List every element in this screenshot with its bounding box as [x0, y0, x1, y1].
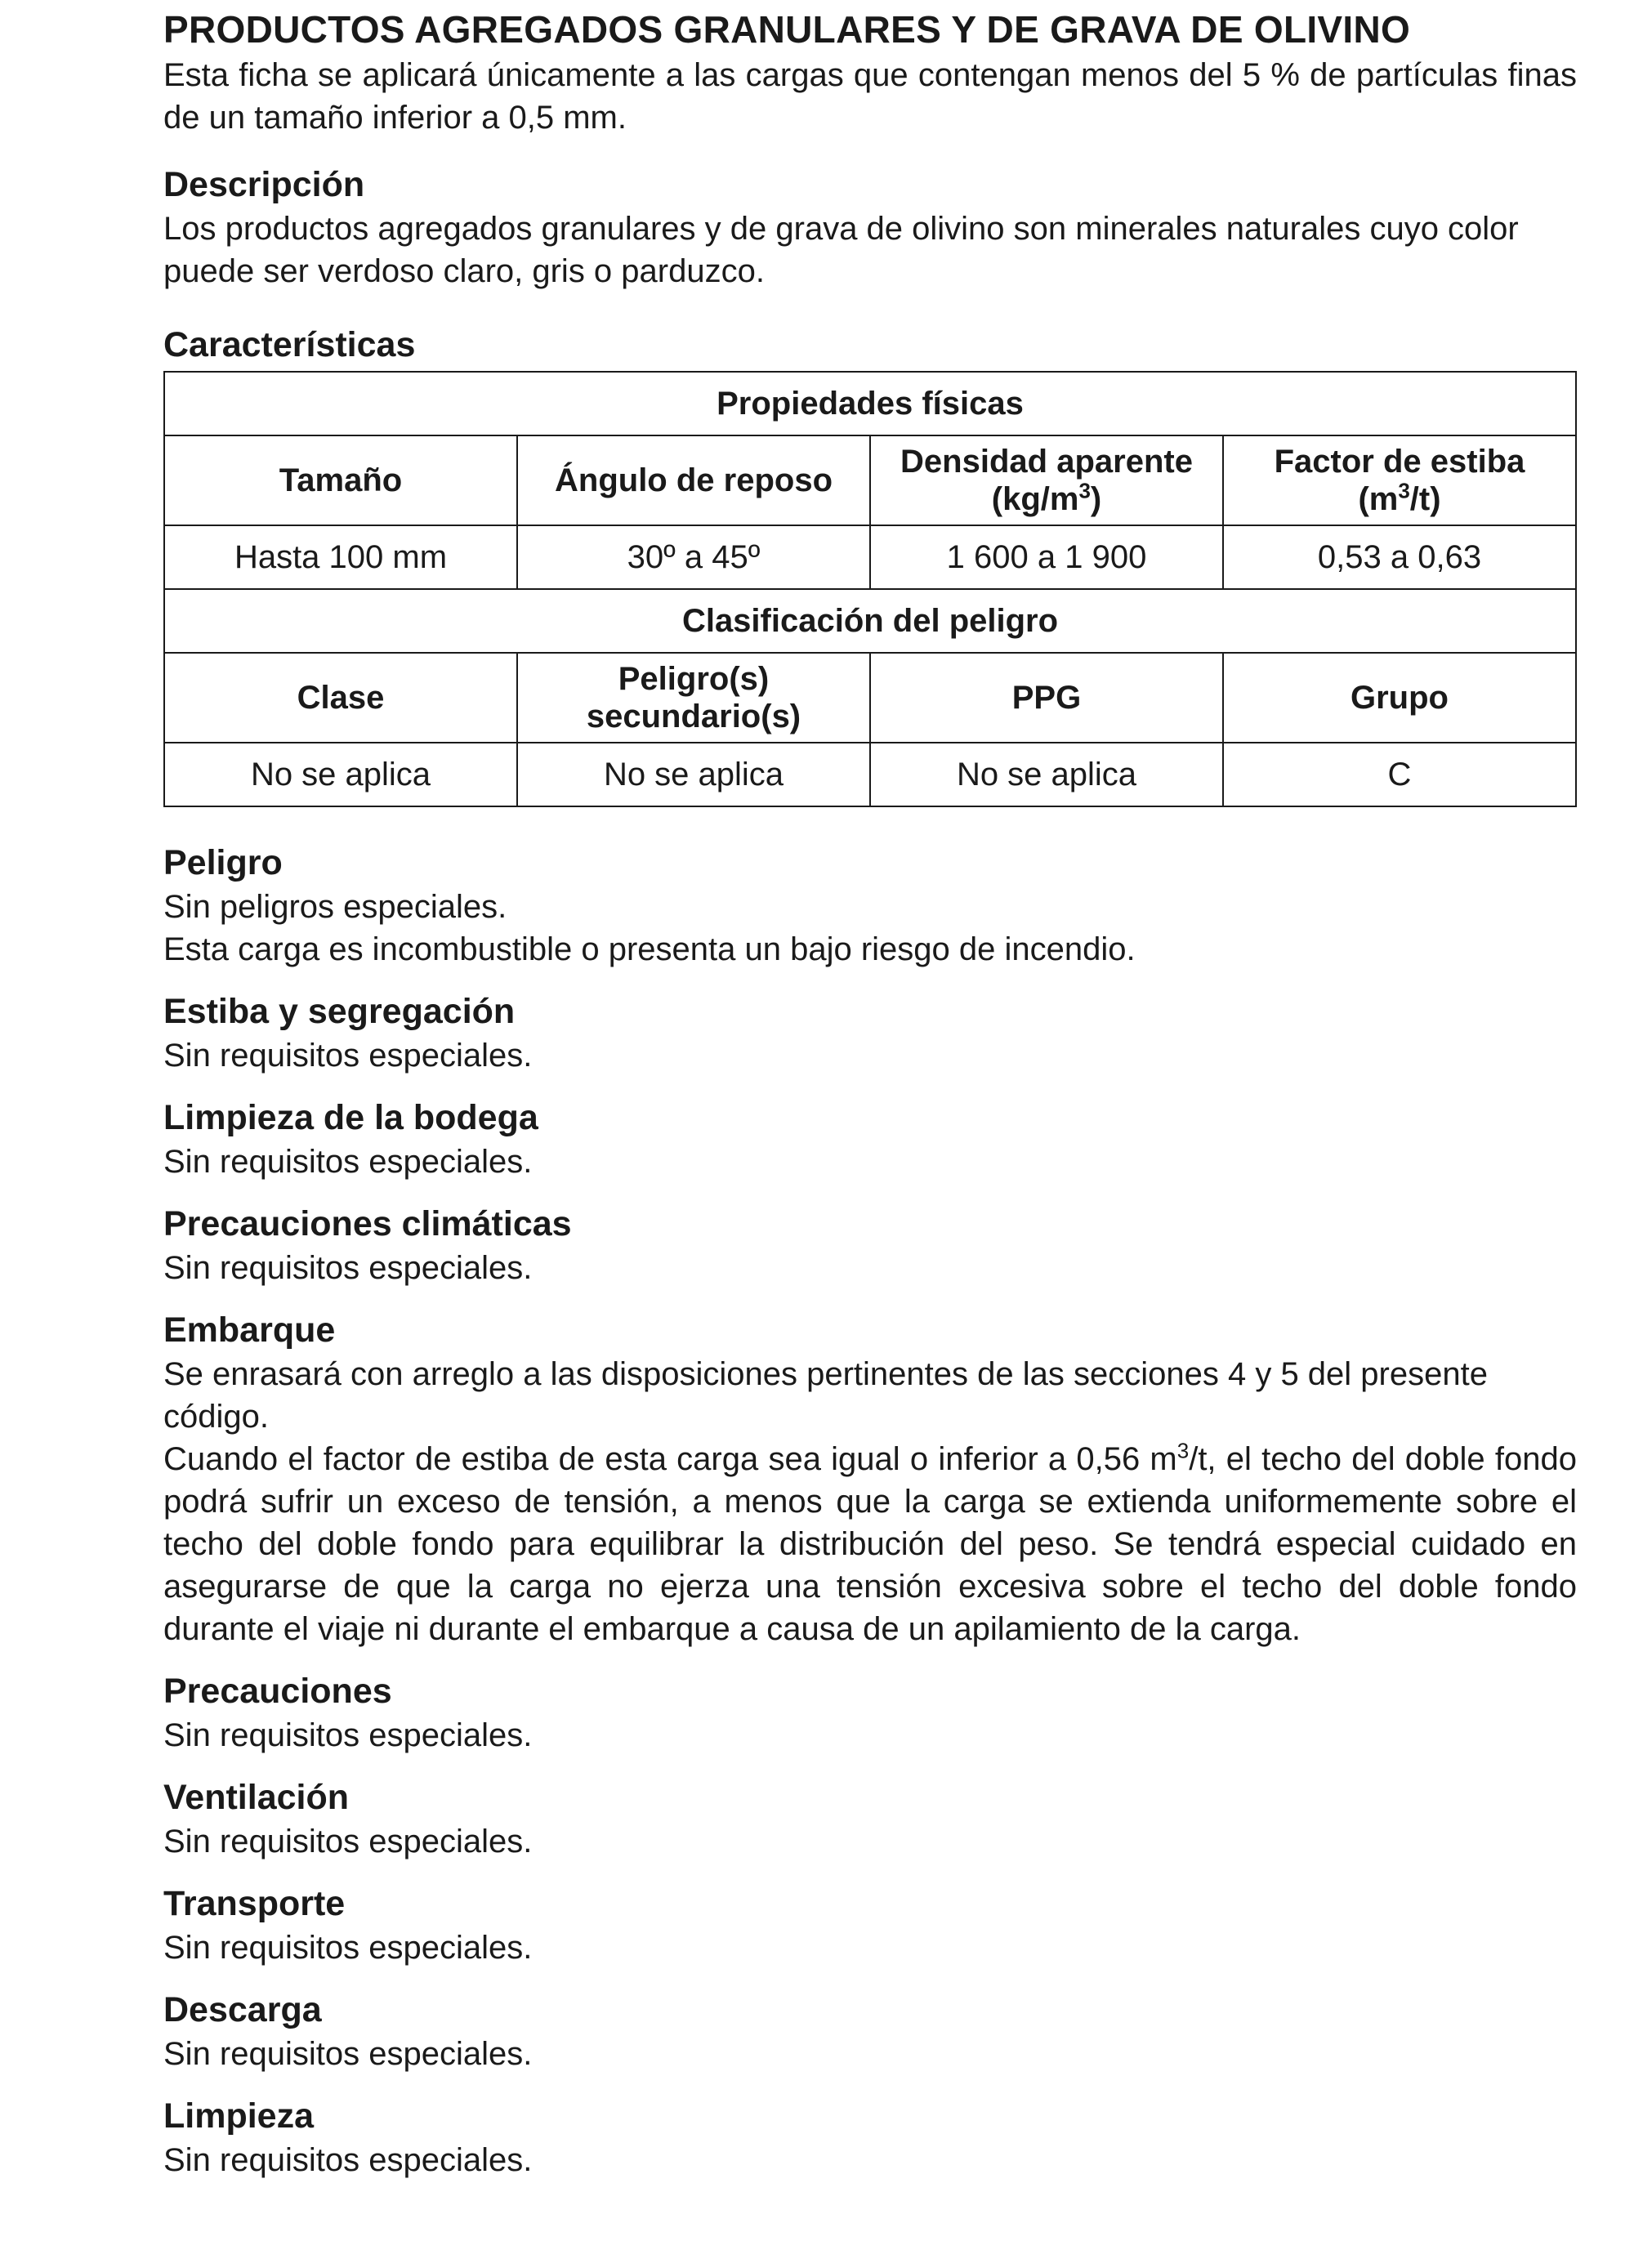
heading-precauciones-climaticas: Precauciones climáticas — [163, 1204, 572, 1243]
hazard-classification-banner: Clasificación del peligro — [164, 589, 1576, 653]
section-peligro — [163, 840, 1577, 971]
section-limpieza-bodega — [163, 1095, 1577, 1183]
heading-limpieza: Limpieza — [163, 2096, 314, 2136]
header-angle: Ángulo de reposo — [517, 435, 870, 525]
intro-text: Esta ficha se aplicará únicamente a las cargas que contengan menos del 5 % de partículas finas de un tamaño inferior a 0,5 mm. — [163, 57, 1577, 136]
section-precauciones — [163, 1668, 1577, 1757]
table-row — [164, 743, 1576, 806]
header-ppg: PPG — [870, 653, 1223, 743]
heading-embarque: Embarque — [163, 1310, 336, 1350]
heading-estiba: Estiba y segregación — [163, 992, 516, 1031]
heading-limpieza-bodega: Limpieza de la bodega — [163, 1098, 538, 1137]
value-group: C — [1223, 743, 1576, 806]
header-secondary-hazard: Peligro(s) secundario(s) — [517, 653, 870, 743]
section-descarga — [163, 1987, 1577, 2075]
text-precauciones: Sin requisitos especiales. — [163, 1717, 533, 1753]
heading-caracteristicas: Características — [163, 325, 416, 364]
text-peligro-2: Esta carga es incombustible o presenta un bajo riesgo de incendio. — [163, 931, 1136, 967]
heading-descarga: Descarga — [163, 1990, 322, 2029]
header-density-label: Densidad aparente — [900, 444, 1193, 480]
text-estiba: Sin requisitos especiales. — [163, 1038, 533, 1074]
document-title: PRODUCTOS AGREGADOS GRANULARES Y DE GRAVA DE OLIVINO — [163, 8, 1411, 51]
header-size: Tamaño — [164, 435, 517, 525]
text-transporte: Sin requisitos especiales. — [163, 1930, 533, 1966]
header-stowage-factor — [1223, 435, 1576, 525]
section-estiba — [163, 989, 1577, 1077]
table-row — [164, 589, 1576, 653]
text-precauciones-climaticas: Sin requisitos especiales. — [163, 1250, 533, 1286]
table-row — [164, 653, 1576, 743]
section-caracteristicas — [163, 322, 1577, 807]
physical-properties-banner: Propiedades físicas — [164, 372, 1576, 435]
table-row — [164, 372, 1576, 435]
value-class: No se aplica — [164, 743, 517, 806]
header-stowage-unit: $(m^3/t)$ — [1358, 478, 1441, 517]
header-group: Grupo — [1223, 653, 1576, 743]
header-density — [870, 435, 1223, 525]
header-stowage-label: Factor de estiba — [1274, 444, 1525, 480]
header-class: Clase — [164, 653, 517, 743]
section-embarque — [163, 1307, 1577, 1650]
text-embarque-1: Se enrasará con arreglo a las disposiciones pertinentes de las secciones 4 y 5 del presente código. — [163, 1356, 1488, 1435]
heading-descripcion: Descripción — [163, 165, 365, 204]
section-limpieza — [163, 2093, 1577, 2181]
value-density: 1 600 a 1 900 — [870, 525, 1223, 589]
value-size: Hasta 100 mm — [164, 525, 517, 589]
header-density-unit: $(kg/m^3)$ — [991, 478, 1102, 517]
text-descarga: Sin requisitos especiales. — [163, 2036, 533, 2072]
document-page — [163, 0, 1577, 2181]
value-ppg: No se aplica — [870, 743, 1223, 806]
table-row — [164, 435, 1576, 525]
text-limpieza-bodega: Sin requisitos especiales. — [163, 1144, 533, 1180]
value-secondary-hazard: No se aplica — [517, 743, 870, 806]
heading-precauciones: Precauciones — [163, 1672, 392, 1711]
table-row — [164, 525, 1576, 589]
text-ventilacion: Sin requisitos especiales. — [163, 1824, 533, 1859]
heading-transporte: Transporte — [163, 1884, 346, 1923]
text-limpieza: Sin requisitos especiales. — [163, 2142, 533, 2178]
section-descripcion — [163, 162, 1577, 292]
section-transporte — [163, 1881, 1577, 1969]
section-ventilacion — [163, 1775, 1577, 1863]
text-embarque-2: Cuando el factor de estiba de esta carga sea igual o inferior a 0,56 $m^3/t$, el techo del doble fondo podrá sufrir un exceso de tensión, a menos que la carga se extienda uniformemente sobre el techo del doble fondo para equilibrar la distribución del peso. Se tendrá especial cuidado en asegurarse de que la carga no ejerza una tensión excesiva sobre el techo del doble fondo durante el viaje ni durante el embarque a causa de un apilamiento de la carga. — [163, 1438, 1577, 1647]
value-angle: 30º a 45º — [517, 525, 870, 589]
section-precauciones-climaticas — [163, 1201, 1577, 1289]
text-peligro-1: Sin peligros especiales. — [163, 889, 507, 925]
text-descripcion: Los productos agregados granulares y de grava de olivino son minerales naturales cuyo color puede ser verdoso claro, gris o parduzco. — [163, 211, 1519, 289]
value-stowage-factor: 0,53 a 0,63 — [1223, 525, 1576, 589]
properties-table — [163, 371, 1577, 807]
heading-ventilacion: Ventilación — [163, 1778, 350, 1817]
heading-peligro: Peligro — [163, 843, 283, 882]
